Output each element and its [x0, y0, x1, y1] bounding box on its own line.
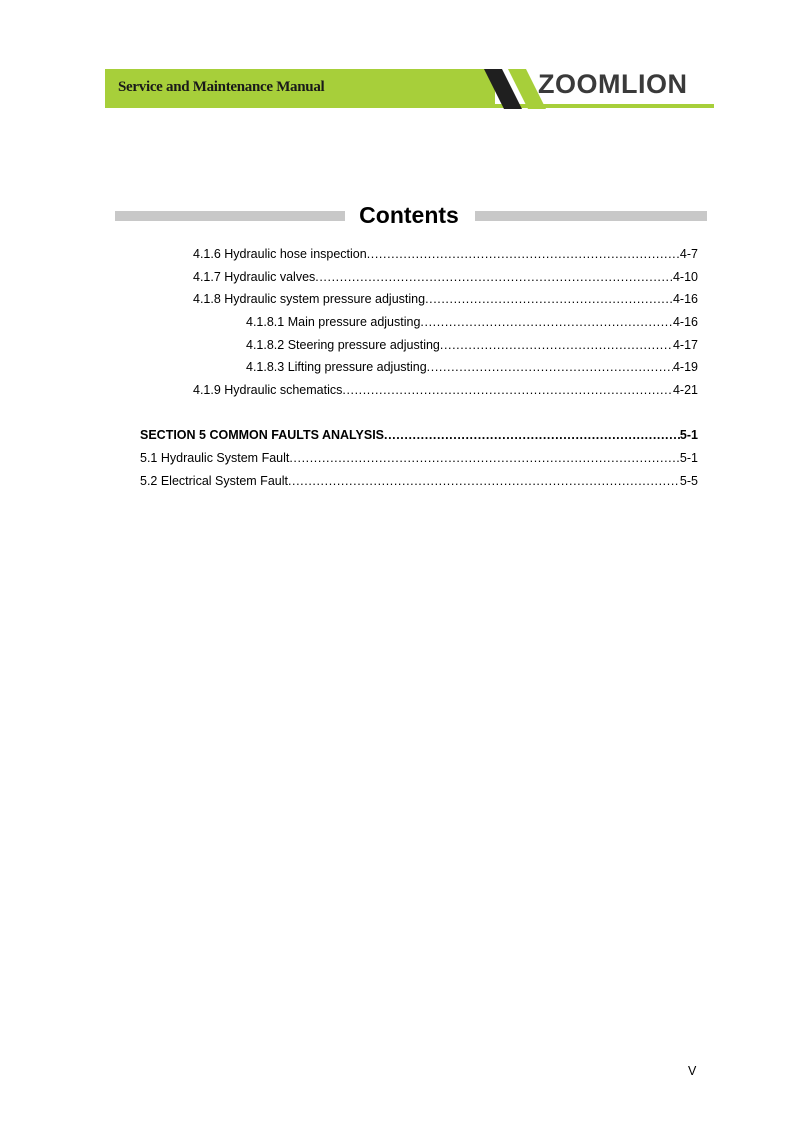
toc-entry-label: 5.1 Hydraulic System Fault [140, 451, 290, 465]
page-header [105, 69, 714, 109]
toc-leader [420, 314, 673, 330]
toc-entry[interactable] [140, 473, 698, 489]
toc-entry-label: 4.1.8 Hydraulic system pressure adjusting [193, 292, 426, 306]
toc-entry-label: 4.1.7 Hydraulic valves [193, 270, 316, 284]
toc-entry[interactable] [140, 450, 698, 466]
toc-entry-page: 4-19 [672, 360, 698, 374]
zoomlion-logo: ZOOMLION [538, 69, 688, 99]
toc-entry[interactable] [193, 382, 698, 398]
toc-entry-page: 5-1 [679, 428, 698, 442]
contents-bar-right [475, 211, 707, 221]
toc-leader [289, 450, 680, 466]
toc-leader [342, 382, 673, 398]
toc-entry-label: 4.1.8.2 Steering pressure adjusting [246, 338, 440, 352]
toc-entry-label: SECTION 5 COMMON FAULTS ANALYSIS [140, 428, 385, 442]
toc-entry-page: 4-21 [672, 383, 698, 397]
toc-leader [315, 269, 673, 285]
toc-entry-page: 5-5 [679, 474, 698, 488]
toc-entry-label: 4.1.6 Hydraulic hose inspection [193, 247, 367, 261]
toc-leader [425, 291, 673, 307]
toc-entry-page: 4-16 [672, 315, 698, 329]
toc-entry[interactable] [246, 359, 698, 375]
toc-entry[interactable] [193, 269, 698, 285]
toc-leader [427, 359, 673, 375]
toc-entry-page: 4-17 [672, 338, 698, 352]
toc-entry-label: 4.1.8.3 Lifting pressure adjusting [246, 360, 427, 374]
manual-title: Service and Maintenance Manual [118, 79, 325, 95]
toc-entry[interactable] [246, 337, 698, 353]
toc-entry-page: 5-1 [679, 451, 698, 465]
toc-section-entry[interactable] [140, 427, 698, 443]
toc-entry-page: 4-10 [672, 270, 698, 284]
toc-entry-page: 4-16 [672, 292, 698, 306]
page-number: V [688, 1064, 697, 1078]
toc-leader [367, 246, 680, 262]
toc-leader [384, 427, 680, 443]
toc-leader [440, 337, 673, 353]
toc-leader [288, 473, 680, 489]
contents-heading: Contents [359, 202, 459, 228]
toc-entry[interactable] [246, 314, 698, 330]
toc-entry-label: 4.1.9 Hydraulic schematics [193, 383, 343, 397]
contents-bar-left [115, 211, 345, 221]
toc-entry-page: 4-7 [679, 247, 698, 261]
toc-entry[interactable] [193, 246, 698, 262]
toc-entry[interactable] [193, 291, 698, 307]
toc-entry-label: 4.1.8.1 Main pressure adjusting [246, 315, 421, 329]
toc-entry-label: 5.2 Electrical System Fault [140, 474, 288, 488]
